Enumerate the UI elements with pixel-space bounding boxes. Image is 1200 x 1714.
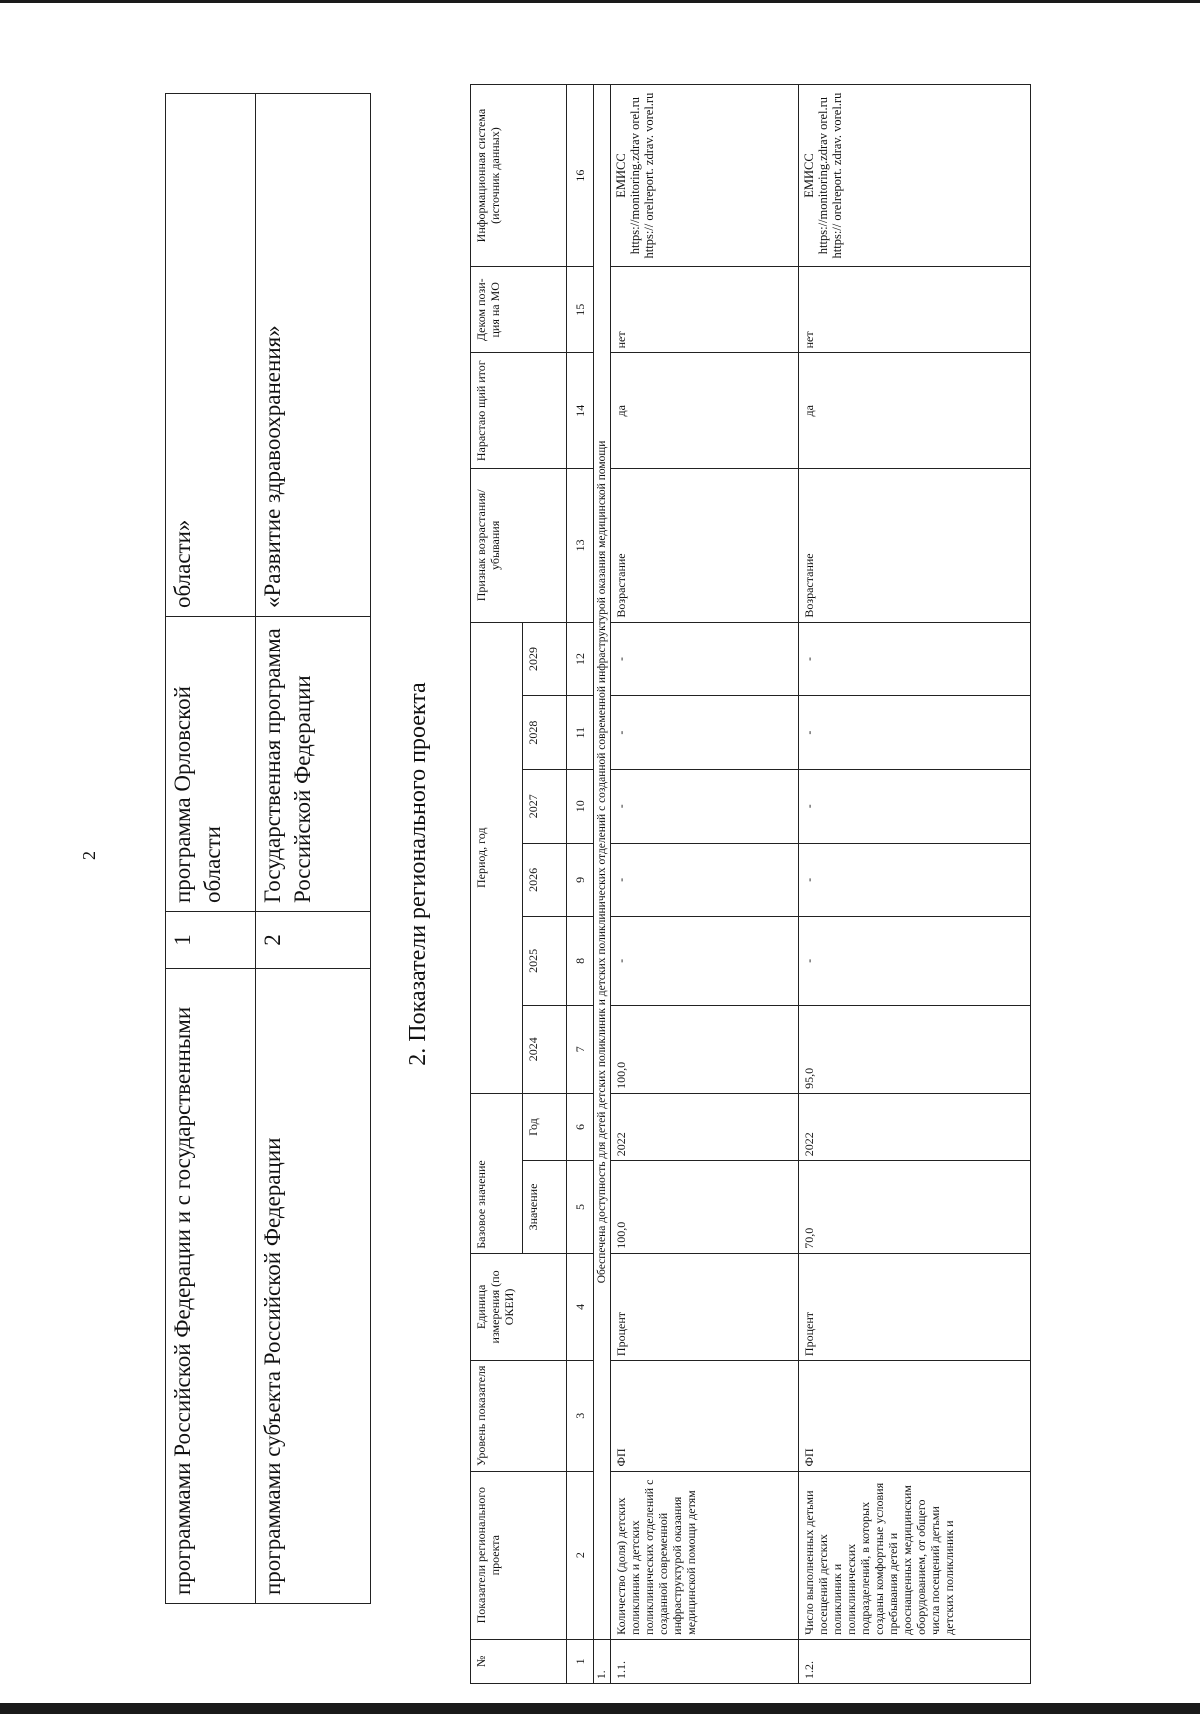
col-header-year-2028: 2028 bbox=[523, 696, 567, 770]
column-number: 2 bbox=[567, 1471, 594, 1639]
decomposition-flag: нет bbox=[799, 267, 1031, 353]
value-2025: - bbox=[799, 917, 1031, 1005]
program-link-num-1: 1 bbox=[166, 912, 256, 969]
row-number: 1.2. bbox=[799, 1639, 1031, 1683]
value-2028: - bbox=[799, 696, 1031, 770]
col-header-year-2029: 2029 bbox=[523, 622, 567, 696]
column-number: 9 bbox=[567, 843, 594, 917]
col-header-base-value: Значение bbox=[523, 1161, 567, 1254]
program-link-right-2: «Развитие здравоохранения» bbox=[256, 94, 371, 617]
indicator-unit: Процент bbox=[799, 1253, 1031, 1360]
row-number: 1.1. bbox=[611, 1639, 799, 1683]
source-url-monitoring[interactable]: https://monitoring.zdrav orel.ru bbox=[628, 96, 642, 255]
indicator-name: Количество (доля) детских поликлиник и детских поликлинических отделений с созданной современной инфраструктурой оказания медицинской помощи детям bbox=[611, 1471, 799, 1639]
column-number: 4 bbox=[567, 1253, 594, 1360]
indicators-table bbox=[470, 84, 1031, 1684]
col-header-year-2025: 2025 bbox=[523, 917, 567, 1005]
col-header-sign: Признак возрастания/ убывания bbox=[471, 469, 567, 623]
column-number: 15 bbox=[567, 267, 594, 353]
source-url-monitoring[interactable]: https://monitoring.zdrav orel.ru bbox=[816, 96, 830, 255]
col-header-source: Информационная система (источник данных) bbox=[471, 85, 567, 267]
program-link-mid-2: Государственная программа Российской Федерации bbox=[256, 617, 371, 912]
data-source bbox=[799, 85, 1031, 267]
value-2027: - bbox=[799, 769, 1031, 843]
col-header-base-year: Год bbox=[523, 1093, 567, 1160]
col-header-unit: Единица измерения (по ОКЕИ) bbox=[471, 1253, 567, 1360]
decomposition-flag: нет bbox=[611, 267, 799, 353]
source-system: ЕМИСС bbox=[614, 153, 628, 198]
growth-sign: Возрастание bbox=[799, 469, 1031, 623]
column-number: 16 bbox=[567, 85, 594, 267]
col-header-decomposition: Деком пози- ция на МО bbox=[471, 267, 567, 353]
column-number: 5 bbox=[567, 1161, 594, 1254]
col-header-year-2026: 2026 bbox=[523, 843, 567, 917]
column-number: 14 bbox=[567, 353, 594, 469]
base-year: 2022 bbox=[611, 1093, 799, 1160]
base-year: 2022 bbox=[799, 1093, 1031, 1160]
value-2025: - bbox=[611, 917, 799, 1005]
program-link-num-2: 2 bbox=[256, 912, 371, 969]
section-row bbox=[594, 85, 611, 1684]
column-number: 7 bbox=[567, 1005, 594, 1093]
col-header-level: Уровень показателя bbox=[471, 1361, 567, 1471]
col-header-cumulative: Нарастаю щий итог bbox=[471, 353, 567, 469]
column-number: 3 bbox=[567, 1361, 594, 1471]
table-row bbox=[611, 85, 799, 1684]
program-link-mid-1: программа Орловской области bbox=[166, 617, 256, 912]
program-link-left-1: программами Российской Федерации и с государственными bbox=[166, 969, 256, 1604]
section-text: Обеспечена доступность для детей детских поликлиник и детских поликлинических отделений с созданной современной инфраструктурой оказания медицинской помощи bbox=[594, 85, 611, 1640]
indicator-level: ФП bbox=[799, 1361, 1031, 1471]
column-number: 11 bbox=[567, 696, 594, 770]
column-number: 6 bbox=[567, 1093, 594, 1160]
program-link-right-1: области» bbox=[166, 94, 256, 617]
cumulative-flag: да bbox=[611, 353, 799, 469]
source-url-report[interactable]: https:// orelreport. zdrav. vorel.ru bbox=[830, 92, 844, 259]
value-2026: - bbox=[799, 843, 1031, 917]
value-2024: 95,0 bbox=[799, 1005, 1031, 1093]
value-2029: - bbox=[611, 622, 799, 696]
column-number: 12 bbox=[567, 622, 594, 696]
column-numbers-row bbox=[567, 85, 594, 1684]
page-number: 2 bbox=[79, 851, 99, 860]
section-number: 1. bbox=[594, 1639, 611, 1683]
column-number: 10 bbox=[567, 769, 594, 843]
column-number: 13 bbox=[567, 469, 594, 623]
indicator-name: Число выполненных детьми посещений детских поликлиник и поликлинических подразделений, в которых созданы комфортные условия пребывания детей и дооснащенных медицинским оборудованием, от общего числа посещений детьми детских поликлиник и bbox=[799, 1471, 1031, 1639]
indicator-level: ФП bbox=[611, 1361, 799, 1471]
section-title: 2. Показатели регионального проекта bbox=[405, 682, 431, 1066]
table-row bbox=[799, 85, 1031, 1684]
program-link-left-2: программами субъекта Российской Федерации bbox=[256, 969, 371, 1604]
source-system: ЕМИСС bbox=[802, 153, 816, 198]
base-value: 70,0 bbox=[799, 1161, 1031, 1254]
growth-sign: Возрастание bbox=[611, 469, 799, 623]
column-number: 1 bbox=[567, 1639, 594, 1683]
indicator-unit: Процент bbox=[611, 1253, 799, 1360]
cumulative-flag: да bbox=[799, 353, 1031, 469]
value-2029: - bbox=[799, 622, 1031, 696]
col-header-year-2024: 2024 bbox=[523, 1005, 567, 1093]
col-header-indicator: Показатели регионального проекта bbox=[471, 1471, 567, 1639]
value-2024: 100,0 bbox=[611, 1005, 799, 1093]
col-header-year-2027: 2027 bbox=[523, 769, 567, 843]
col-header-period: Период, год bbox=[471, 622, 523, 1093]
base-value: 100,0 bbox=[611, 1161, 799, 1254]
value-2026: - bbox=[611, 843, 799, 917]
data-source bbox=[611, 85, 799, 267]
col-header-no: № bbox=[471, 1639, 567, 1683]
value-2027: - bbox=[611, 769, 799, 843]
program-links-block bbox=[165, 93, 371, 1604]
value-2028: - bbox=[611, 696, 799, 770]
col-header-base: Базовое значение bbox=[471, 1093, 523, 1253]
source-url-report[interactable]: https:// orelreport. zdrav. vorel.ru bbox=[642, 92, 656, 259]
column-number: 8 bbox=[567, 917, 594, 1005]
